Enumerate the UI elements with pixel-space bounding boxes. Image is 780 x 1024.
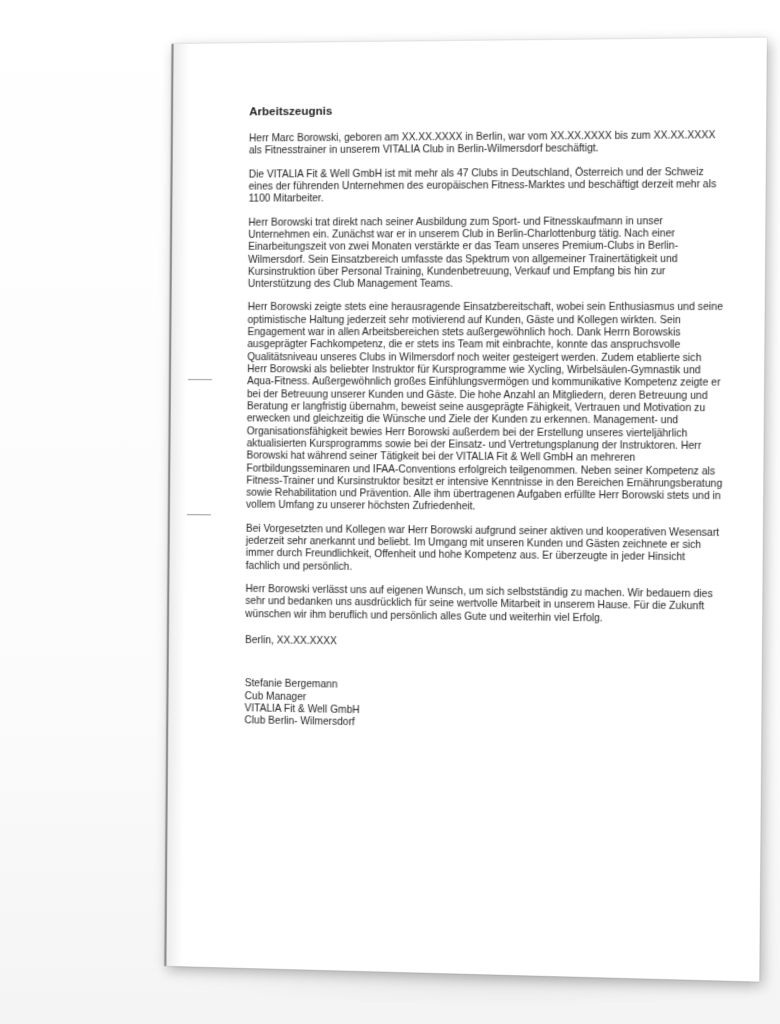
signatory-role: Cub Manager	[244, 690, 307, 703]
signatory-company: VITALIA Fit & Well GmbH	[244, 703, 360, 717]
paragraph-employment: Herr Marc Borowski, geboren am XX.XX.XXXX in Berlin, war vom XX.XX.XXXX bis zum XX.XX.XXXX als Fitnesstrainer in unserem VITALIA Club in Berlin-Wilmersdorf beschäftigt.	[248, 130, 716, 157]
closing-block	[244, 635, 722, 736]
letter-body	[244, 101, 726, 735]
paragraph-duties: Herr Borowski trat direkt nach seiner Ausbildung zum Sport- und Fitnesskaufmann in unser Unternehmen ein. Zunächst war er in unserem Club in Berlin-Charlottenburg tätig. Nach einer Einarbeitungszeit von zwei Monaten verstärkte er das Team unseres Premium-Clubs in Berlin-Wilmersdorf. Sein Einsatzbereich umfasste das Spektrum von allgemeiner Trainertätigkeit und Kursinstruktion über Personal Training, Kundenbetreuung, Verkauf und Empfang bis hin zur Unterstützung des Club Management Teams.	[247, 215, 679, 291]
paragraph-performance: Herr Borowski zeigte stets eine herausragende Einsatzbereitschaft, wobei sein Enthusiasmus und seine optimistische Haltung jederzeit sehr motivierend auf Kunden, Gäste und Kollegen wirkten. Sein Engagement war in allen Arbeitsbereichen stets außergewöhnlich hoch. Dank Herrn Borowskis ausgeprägter Fachkompetenz, die er stets ins Team mit einbrachte, konnte das anspruchsvolle Qualitätsniveau unseres Clubs in Wilmersdorf noch weiter gesteigert werden. Zudem etablierte sich Herr Borowski als beliebter Instruktor für Kursprogramme wie Xycling, Wirbelsäulen-Gymnastik und Aqua-Fitness. Außergewöhnlich großes Einfühlungsvermögen und kommunikative Kompetenz zeigte er bei der Betreuung unserer Kunden und Gäste. Die hohe Anzahl an Mitgliedern, deren Betreuung und Beratung er langfristig übernahm, beweist seine ausgeprägte Fähigkeit, Vertrauen und Motivation zu erwecken und gleichzeitig die Wünsche und Ziele der Kunden zu erkennen. Management- und Organisationsfähigkeit bewies Herr Borowski außerdem bei der Erstellung unseres vierteljährlich aktualisierten Kursprogramms sowie bei der Einsatz- und Vertretungsplanung der Instruktoren. Herr Borowski hat während seiner Tätigkeit bei der VITALIA Fit & Well GmbH an mehreren Fortbildungsseminaren und IFAA-Conventions erfolgreich teilgenommen. Neben seiner Kompetenz als Fitness-Trainer und Kursinstruktor besitzt er intensive Kenntnisse in den Bereichen Ernährungsberatung sowie Rehabilitation und Prävention. Alle ihm übertragenen Aufgaben erfüllte Herr Borowski stets und in vollem Umfang zu unserer höchsten Zufriedenheit.	[246, 302, 723, 513]
signatory-name: Stefanie Bergemann	[244, 678, 338, 691]
paragraph-company: Die VITALIA Fit & Well GmbH ist mit mehr als 47 Clubs in Deutschland, Österreich und der Schweiz eines der führenden Unternehmen des europäischen Fitness-Marktes und beschäftigt derzeit mehr als 1100 Mitarbeiter.	[248, 166, 717, 205]
place-date: Berlin, XX.XX.XXXX	[245, 634, 337, 648]
signatory-club: Club Berlin- Wilmersdorf	[244, 715, 355, 729]
page-edge	[164, 44, 173, 966]
document-title: Arbeitszeugnis	[249, 105, 333, 119]
signature-block	[244, 678, 722, 735]
paragraph-conduct: Bei Vorgesetzten und Kollegen war Herr Borowski aufgrund seiner aktiven und kooperativen Wesensart jederzeit sehr anerkannt und beliebt. Im Umgang mit unseren Kunden und Gästen zeichnete er sich immer durch Freundlichkeit, Offenheit und hohe Kompetenz aus. Er überzeugte in jeder Hinsicht fachlich und persönlich.	[245, 523, 720, 573]
punch-mark-upper	[188, 379, 212, 380]
document-page	[164, 38, 767, 982]
paragraph-farewell: Herr Borowski verlässt uns auf eigenen Wunsch, um sich selbstständig zu machen. Wir bedauern dies sehr und bedanken uns ausdrücklich für seine wertvolle Mitarbeit in unserem Hause. Für die Zukunft wünschen wir ihm beruflich und persönlich alles Gute und weiterhin viel Erfolg.	[245, 583, 713, 625]
punch-mark-lower	[187, 514, 211, 515]
